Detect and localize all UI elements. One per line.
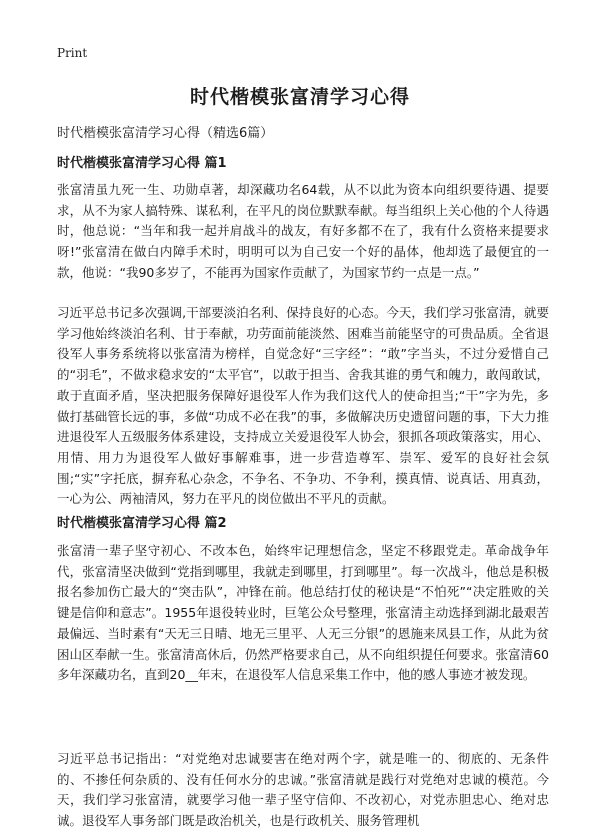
document-subtitle: 时代楷模张富清学习心得（精选6篇） (57, 126, 274, 141)
section-heading: 时代楷模张富清学习心得 篇2 (57, 516, 227, 531)
document-title: 时代楷模张富清学习心得 (189, 86, 410, 108)
section-heading: 时代楷模张富清学习心得 篇1 (57, 156, 227, 171)
paragraph: 习近平总书记指出：“对党绝对忠诚要害在绝对两个字，就是唯一的、彻底的、无条件的、不掺任何杂质的、没有任何水分的忠诚。”张富清就是践行对党绝对忠诚的模范。今天，我们学习张富清，就要学习他一辈子坚守信仰、不改初心，对党赤胆忠心、绝对忠诚。退役军人事务部门既是政治机关，也是行政机关、服务管理机 (57, 751, 549, 828)
paragraph: 张富清虽九死一生、功勋卓著，却深藏功名64载，从不以此为资本向组织要待遇、提要求，从不为家人搞特殊、谋私利，在平凡的岗位默默奉献。每当组织上关心他的个人待遇时，他总说：“当年和我一起并肩战斗的战友，有好多都不在了，我有什么资格来提要求呀!”张富清在做白内障手术时，明明可以为自己安一个好的晶体，他却选了最便宜的一款，他说：“我90多岁了，不能再为国家作贡献了，为国家节约一点是一点。” (57, 182, 549, 280)
paragraph: 张富清一辈子坚守初心、不改本色，始终牢记理想信念，坚定不移跟党走。革命战争年代，张富清坚决做到“党指到哪里，我就走到哪里，打到哪里”。每一次战斗，他总是积极报名参加伤亡最大的“突击队”，冲锋在前。他总结打仗的秘诀是“不怕死”“决定胜败的关键是信仰和意志”。1955年退役转业时，巨笔公众号整理，张富清主动选择到湖北最艰苦最偏远、当时素有“天无三日晴、地无三里平、人无三分银”的恩施来凤县工作，从此为贫困山区奉献一生。张富清高休后，仍然严格要求自己，从不向组织提任何要求。张富清60多年深藏功名，直到20__年末，在退役军人信息采集工作中，他的感人事迹才被发现。 (57, 543, 549, 683)
print-link[interactable]: Print (57, 46, 88, 60)
paragraph: 习近平总书记多次强调,干部要淡泊名利、保持良好的心态。今天，我们学习张富清，就要学习他始终淡泊名利、甘于奉献，功劳面前能淡然、困难当前能坚守的可贵品质。全省退役军人事务系统将以张富清为榜样，自觉念好“三字经”：“敢”字当头，不过分爱惜自己的“羽毛”，不做求稳求安的“太平官”，以敢于担当、舍我其谁的勇气和魄力，敢闯敢试，敢于直面矛盾，坚决把服务保障好退役军人作为我们这代人的使命担当;“干”字为先，多做打基础管长远的事，多做“功成不必在我”的事，多做解决历史遗留问题的事，下大力推进退役军人五级服务体系建设，支持成立关爱退役军人协会，狠抓各项政策落实，用心、用情、用力为退役军人做好事解难事，进一步营造尊军、崇军、爱军的良好社会氛围;“实”字托底，摒弃私心杂念，不争名、不争功、不争利，摸真情、说真话、用真劲，一心为公、两袖清风，努力在平凡的岗位做出不平凡的贡献。 (57, 305, 549, 507)
